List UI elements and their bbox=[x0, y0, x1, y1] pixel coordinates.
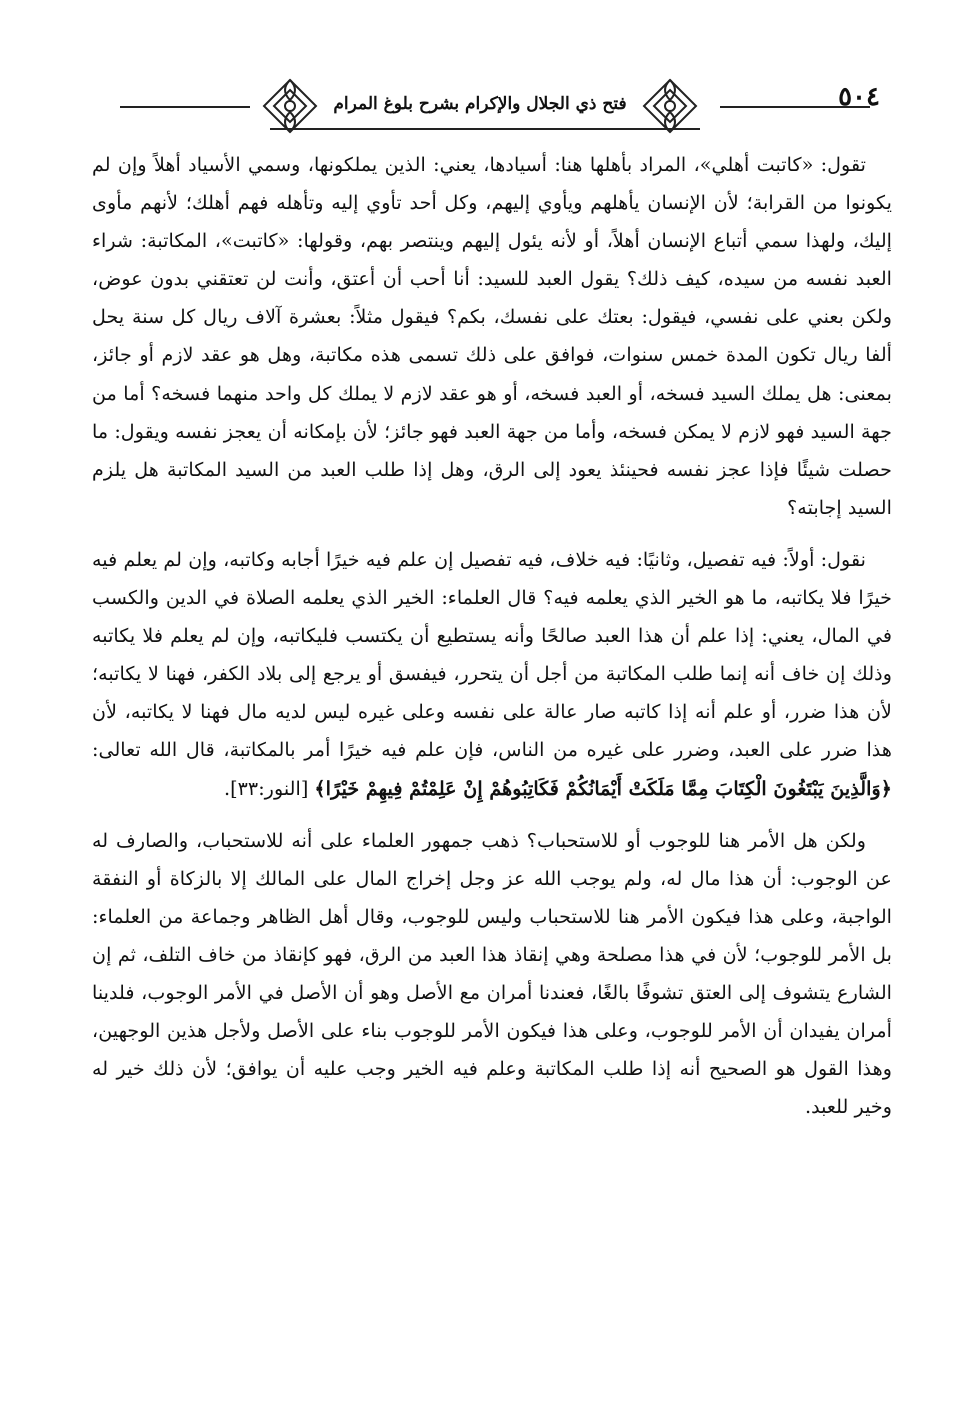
ornament-right-icon bbox=[640, 76, 700, 136]
book-title: فتح ذي الجلال والإكرام بشرح بلوغ المرام bbox=[333, 94, 627, 114]
ornament-left-icon bbox=[260, 76, 320, 136]
verse-reference: [النور:٣٣]. bbox=[224, 776, 315, 800]
header-rule-under-title bbox=[270, 128, 700, 130]
paragraph-1: تقول: «كاتبت أهلي»، المراد بأهلها هنا: أسيادها، يعني: الذين يملكونها، وسمي الأسياد أهلاً وإن لم يكونوا من القرابة؛ لأن الإنسان يأهلهم ويأوي إليهم، وكل أحد تأوي إليه وتأهله فهم أهلك؛ لأنهم مأوى إليك، ولهذا سمي أتباع الإنسان أهلاً، أو لأنه يئول إليهم وينتصر بهم، وقولها: «كاتبت»، المكاتبة: شراء العبد نفسه من سيده، كيف ذلك؟ يقول العبد للسيد: أنا أحب أن أعتق، وأنت لن تعتقني بدون عوض، ولكن بعني على نفسي، فيقول: بعتك على نفسك، بكم؟ فيقول مثلاً: بعشرة آلاف ريال كل سنة يحل ألفا ريال تكون المدة خمس سنوات، فوافق على ذلك تسمى هذه مكاتبة، وهل هو عقد لازم أو جائز، بمعنى: هل يملك السيد فسخه، أو العبد فسخه، أو هو عقد لازم لا يملك كل واحد منهما فسخه؟ أما من جهة السيد فهو لازم لا يمكن فسخه، وأما من جهة العبد فهو جائز؛ لأن بإمكانه أن يعجز نفسه ويقول: ما حصلت شيئًا فإذا عجز نفسه فحينئذ يعود إلى الرق، وهل إذا طلب العبد من السيد المكاتبة هل يلزم السيد إجابته؟ bbox=[92, 153, 892, 519]
quran-verse: ﴿وَالَّذِينَ يَبْتَغُونَ الْكِتَابَ مِمَّا مَلَكَتْ أَيْمَانُكُمْ فَكَاتِبُوهُمْ إِنْ عَلِمْتُمْ فِيهِمْ خَيْرًا﴾ bbox=[314, 776, 892, 800]
header-rule-left bbox=[120, 106, 250, 108]
page-number: ٥٠٤ bbox=[838, 82, 880, 112]
paragraph-2-text: نقول: أولاً: فيه تفصيل، وثانيًا: فيه خلاف، فيه تفصيل إن علم فيه خيرًا أجابه وكاتبه، وإن لم يعلم فيه خيرًا فلا يكاتبه، ما هو الخير الذي يعلمه فيه؟ قال العلماء: الخير الذي يعلمه الصلاة في الدين والكسب في المال، يعني: إذا علم أن هذا العبد صالحًا وأنه يستطيع أن يكتسب فليكاتبه، وإن لم يعلم فلا يكاتبه وذلك إن خاف أنه إنما طلب المكاتبة من أجل أن يتحرر، فيفسق أو يرجع إلى بلاد الكفر، فهنا لا يكاتبه؛ لأن هذا ضرر، أو علم أنه إذا كاتبه صار عالة على نفسه وعلى غيره ليس لديه مال فهنا لا يكاتبه، لأن هذا ضرر على العبد، وضرر على غيره من الناس، فإن علم فيه خيرًا أمر بالمكاتبة، قال الله تعالى: bbox=[92, 547, 892, 762]
paragraph-3: ولكن هل الأمر هنا للوجوب أو للاستحباب؟ ذهب جمهور العلماء على أنه للاستحباب، والصارف له عن الوجوب: أن هذا مال له، ولم يوجب الله عز وجل إخراج المال على المالك إلا بالزكاة أو النفقة الواجبة، وعلى هذا فيكون الأمر هنا للاستحباب وليس للوجوب، وقال أهل الظاهر وجماعة من العلماء: بل الأمر للوجوب؛ لأن في هذا مصلحة وهي إنقاذ هذا العبد من الرق، فهو كإنقاذ من خاف التلف، ثم إن الشارع يتشوف إلى العتق تشوفًا بالغًا، فعندنا أمران مع الأصل وهو أن الأصل في الأمر الوجوب، فلدينا أمران يفيدان أن الأمر للوجوب، وعلى هذا فيكون الأمر للوجوب بناء على الأصل ولأجل هذين الوجهين، وهذا القول هو الصحيح أنه إذا طلب المكاتبة وعلم فيه الخير وجب عليه أن يوافق؛ لأن ذلك خير له وخير للعبد. bbox=[92, 828, 892, 1119]
paragraph-2 bbox=[92, 541, 892, 808]
page-header bbox=[0, 70, 978, 140]
page-body bbox=[92, 146, 892, 1140]
